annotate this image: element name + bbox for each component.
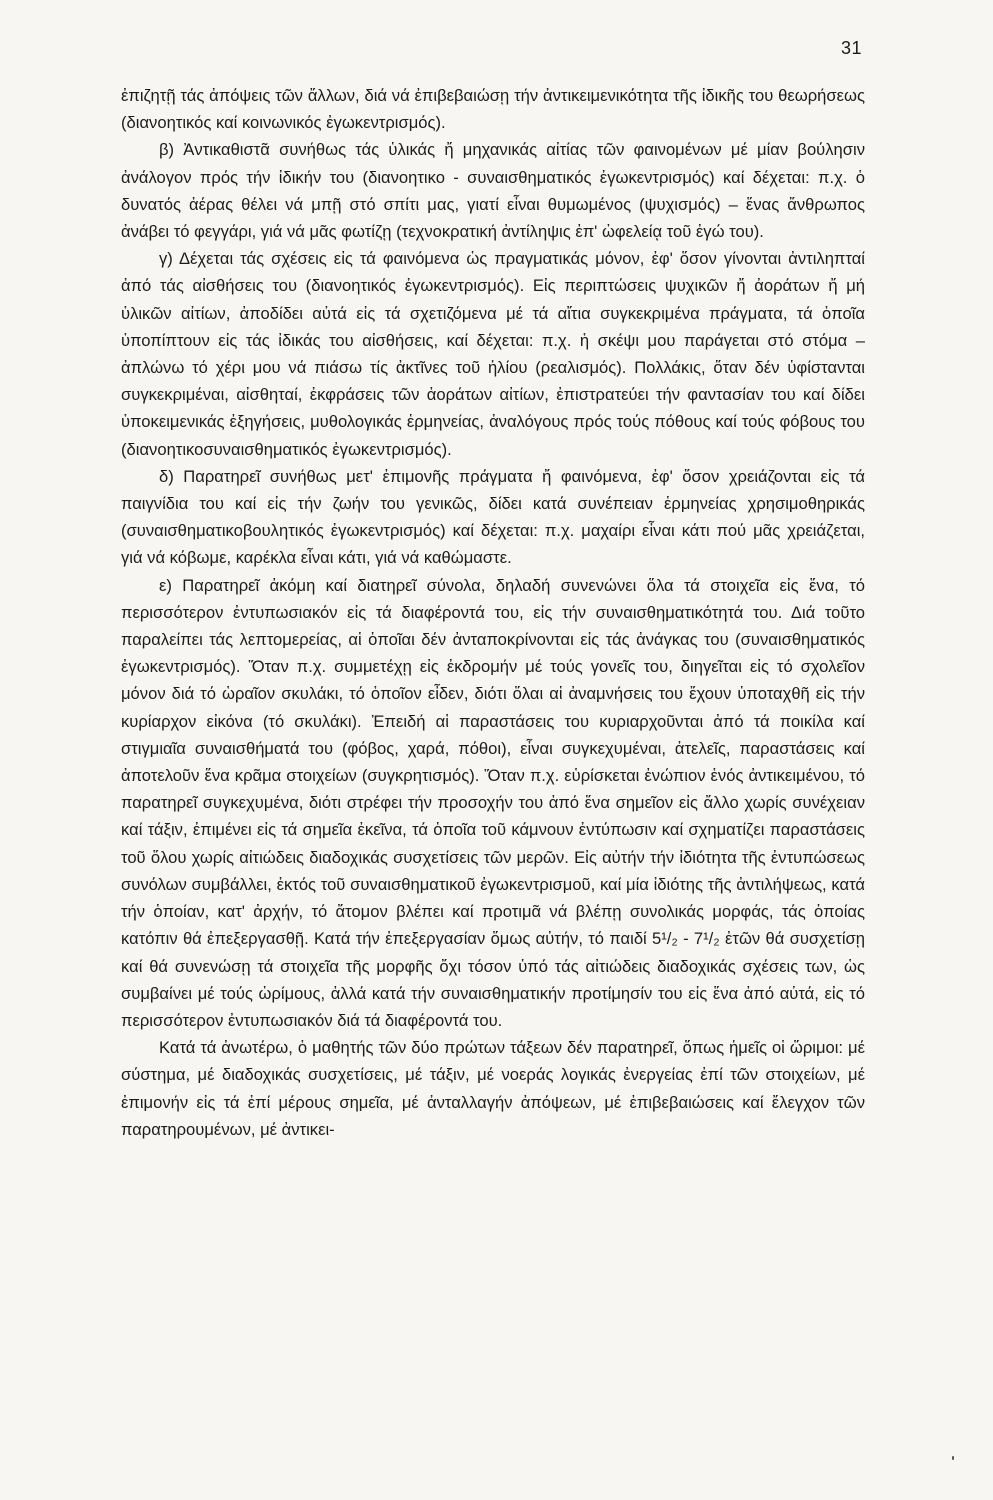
- scan-speck: [952, 1456, 954, 1460]
- paragraph-delta: δ) Παρατηρεῖ συνήθως μετ' ἐπιμονῆς πράγματα ἤ φαινόμενα, ἐφ' ὅσον χρειάζονται εἰς τά παιγνίδια του καί εἰς τήν ζωήν του γενικῶς, δίδει κατά συνέπειαν ἑρμηνείας χρησιμοθηρικάς (συναισθηματικοβουλητικός ἐγωκεντρισμός) καί δέχεται: π.χ. μαχαίρι εἶναι κάτι πού μᾶς χρειάζεται, γιά νά κόβωμε, καρέκλα εἶναι κάτι, γιά νά καθώμαστε.: [121, 466, 865, 568]
- paragraph-conclusion: Κατά τά ἀνωτέρω, ὁ μαθητής τῶν δύο πρώτων τάξεων δέν παρατηρεῖ, ὅπως ἡμεῖς οἱ ὥριμοι: μέ σύστημα, μέ διαδοχικάς συσχετίσεις, μέ τάξιν, μέ νοεράς λογικάς ἐνεργείας ἐπί τῶν στοιχείων, μέ ἐπιμονήν εἰς τά ἐπί μέρους σημεῖα, μέ ἀνταλλαγήν ἀπόψεων, μέ ἐπιβεβαιώσεις καί ἔλεγχον τῶν παρατηρουμένων, μέ ἀντικει-: [121, 1038, 865, 1139]
- paragraph-continuation: ἐπιζητῇ τάς ἀπόψεις τῶν ἄλλων, διά νά ἐπιβεβαιώσῃ τήν ἀντικειμενικότητα τῆς ἰδικῆς του θεωρήσεως (διανοητικός καί κοινωνικός ἐγωκεντρισμός).: [121, 86, 865, 133]
- paragraph-gamma: γ) Δέχεται τάς σχέσεις εἰς τά φαινόμενα ὡς πραγματικάς μόνον, ἐφ' ὅσον γίνονται ἀντιληπταί ἀπό τάς αἰσθήσεις του (διανοητικός ἐγωκεντρισμός). Εἰς περιπτώσεις ψυχικῶν ἤ ἀοράτων ἤ μή ὑλικῶν αἰτίων, ἀποδίδει αὐτά εἰς τά σχετιζόμενα μέ τά αἴτια συγκεκριμένα πράγματα, τά ὁποῖα ὑποπίπτουν εἰς τάς ἰδικάς του αἰσθήσεις, καί δέχεται: π.χ. ἡ σκέψι μου παράγεται στό στόμα – ἀπλώνω τό χέρι μου νά πιάσω τίς ἀκτῖνες τοῦ ἡλίου (ρεαλισμός). Πολλάκις, ὅταν δέν ὑφίστανται συγκεκριμέναι, αἰσθηταί, ἐκφράσεις τῶν ἀοράτων αἰτίων, ἐπιστρατεύει τήν φαντασίαν του καί δίδει ὑποκειμενικάς ἐξηγήσεις, μυθολογικάς ἑρμηνείας, ἀναλόγους πρός τούς πόθους καί τούς φόβους του (διανοητικοσυναισθηματικός ἐγωκεντρισμός).: [121, 249, 865, 459]
- page-number: 31: [840, 38, 862, 58]
- paragraph-beta: β) Ἀντικαθιστᾶ συνήθως τάς ὑλικάς ἤ μηχανικάς αἰτίας τῶν φαινομένων μέ μίαν βούλησιν ἀνάλογον πρός τήν ἰδικήν του (διανοητικο - συναισθηματικός ἐγωκεντρισμός) καί δέχεται: π.χ. ὁ δυνατός ἀέρας θέλει νά μπῇ στό σπίτι μας, γιατί εἶναι θυμωμένος (ψυχισμός) – ἕνας ἄνθρωπος ἀνάβει τό φεγγάρι, γιά νά μᾶς φωτίζῃ (τεχνοκρατική ἀντίληψις ἐπ' ὠφελείᾳ τοῦ ἐγώ του).: [121, 140, 865, 242]
- paragraph-epsilon: ε) Παρατηρεῖ ἀκόμη καί διατηρεῖ σύνολα, δηλαδή συνενώνει ὅλα τά στοιχεῖα εἰς ἕνα, τό περισσότερον ἐντυπωσιακόν εἰς τά διαφέροντά του, εἰς τήν συναισθηματικότητά του. Διά τοῦτο παραλείπει τάς λεπτομερείας, αἱ ὁποῖαι δέν ἀνταποκρίνονται εἰς τάς ἀνάγκας του (συναισθηματικός ἐγωκεντρισμός). Ὅταν π.χ. συμμετέχῃ εἰς ἐκδρομήν μέ τούς γονεῖς του, διηγεῖται εἰς τό σχολεῖον μόνον διά τό ὡραῖον σκυλάκι, τό ὁποῖον εἶδεν, διότι ὅλαι αἱ ἀναμνήσεις του ἔχουν ὑποταχθῆ εἰς τήν κυρίαρχον εἰκόνα (τό σκυλάκι). Ἐπειδή αἱ παραστάσεις του κυριαρχοῦνται ἀπό τά ποικίλα καί στιγμιαῖα συναισθήματά του (φόβος, χαρά, πόθοι), εἶναι συγκεχυμέναι, ἀτελεῖς, παραστάσεις καί ἀποτελοῦν ἕνα κρᾶμα στοιχείων (συγκρητισμός). Ὅταν π.χ. εὑρίσκεται ἐνώπιον ἑνός ἀντικειμένου, τό παρατηρεῖ συγκεχυμένα, διότι στρέφει τήν προσοχήν του ἀπό ἕνα σημεῖον εἰς ἄλλο χωρίς συνέχειαν καί τάξιν, ἐπιμένει εἰς τά σημεῖα ἐκεῖνα, τά ὁποῖα τοῦ κάμνουν ἐντύπωσιν καί σχηματίζει παραστάσεις τοῦ ὅλου χωρίς αἰτιώδεις διαδοχικάς συσχετίσεις τῶν μερῶν. Εἰς αὐτήν τήν ἰδιότητα τῆς ἐντυπώσεως συνόλων συμβάλλει, ἐκτός τοῦ συναισθηματικοῦ ἐγωκεντρισμοῦ, καί μία ἰδιότης τῆς ἀντιλήψεως, κατά τήν ὁποίαν, κατ' ἀρχήν, τό ἄτομον βλέπει καί προτιμᾶ νά βλέπῃ συνολικάς μορφάς, τάς ὁποίας κατόπιν θά ἐπεξεργασθῇ. Κατά τήν ἐπεξεργασίαν ὅμως αὐτήν, τό παιδί 5¹/₂ - 7¹/₂ ἐτῶν θά συσχετίσῃ καί θά συνενώσῃ τά στοιχεῖα τῆς μορφῆς ὄχι τόσον ὑπό τάς αἰτιώδεις διαδοχικάς σχέσεις των, ὡς συμβαίνει μέ τούς ὡρίμους, ἀλλά κατά τήν συναισθηματικήν προτίμησίν του εἰς ἕνα ἀπό αὐτά, εἰς τό περισσότερον ἐντυπωσιακόν διά τά διαφέροντά του.: [121, 575, 865, 1030]
- body-text: [121, 82, 865, 1143]
